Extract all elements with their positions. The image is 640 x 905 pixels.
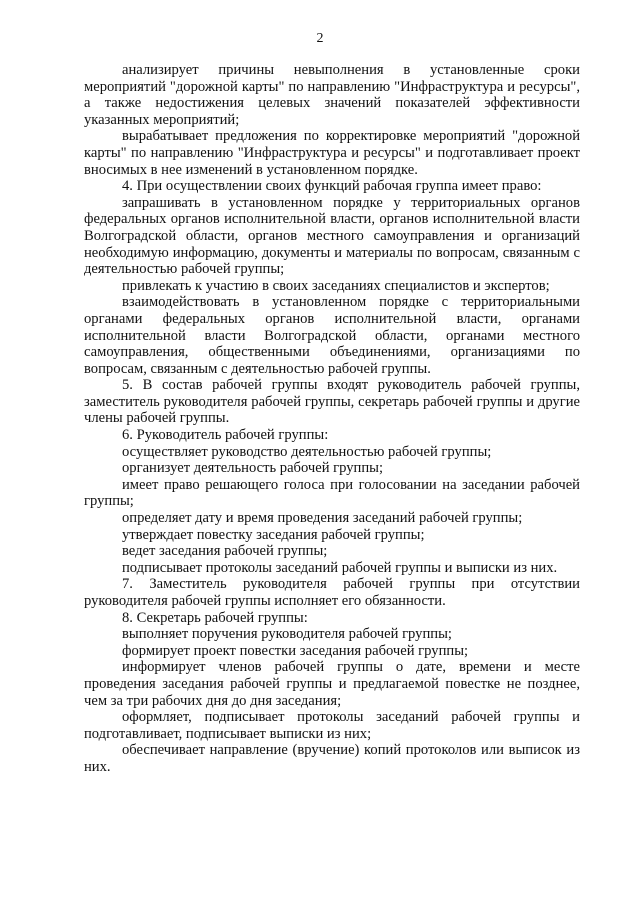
paragraph: подписывает протоколы заседаний рабочей группы и выписки из них. bbox=[122, 559, 558, 576]
paragraph: формирует проект повестки заседания рабочей группы; bbox=[122, 642, 469, 659]
paragraph: обеспечивает направление (вручение) копий протоколов или выписок из них. bbox=[84, 742, 580, 775]
paragraph: организует деятельность рабочей группы; bbox=[122, 460, 384, 477]
section-heading: 4. При осуществлении своих функций рабочая группа имеет право: bbox=[122, 178, 542, 195]
paragraph: определяет дату и время проведения заседаний рабочей группы; bbox=[122, 510, 523, 527]
paragraph: имеет право решающего голоса при голосовании на заседании рабочей группы; bbox=[84, 476, 580, 510]
paragraph: информирует членов рабочей группы о дате, времени и месте проведения заседания рабочей группы и предлагаемой повестке не позднее, чем за три рабочих дня до дня заседания; bbox=[84, 659, 580, 709]
paragraph: привлекать к участию в своих заседаниях специалистов и экспертов; bbox=[122, 277, 550, 294]
page-number: 2 bbox=[316, 31, 324, 46]
paragraph: ведет заседания рабочей группы; bbox=[122, 543, 328, 560]
paragraph: 5. В состав рабочей группы входят руководитель рабочей группы, заместитель руководителя рабочей группы, секретарь рабочей группы и другие члены рабочей группы. bbox=[84, 377, 580, 427]
paragraph: запрашивать в установленном порядке у территориальных органов федеральных органов исполнительной власти, органов исполнительной власти Волгоградской области, органов местного самоуправления и организаций необходимую информацию, документы и материалы по вопросам, связанным с деятельностью рабочей группы; bbox=[84, 194, 580, 278]
paragraph: осуществляет руководство деятельностью рабочей группы; bbox=[122, 443, 492, 460]
paragraph: анализирует причины невыполнения в установленные сроки мероприятий "дорожной карты" по направлению "Инфраструктура и ресурсы", а также недостижения целевых значений показателей эффективности указанных мероприятий; bbox=[84, 62, 580, 128]
section-heading: 8. Секретарь рабочей группы: bbox=[122, 609, 308, 626]
paragraph: 7. Заместитель руководителя рабочей группы при отсутствии руководителя рабочей группы исполняет его обязанности. bbox=[84, 576, 580, 609]
document-body bbox=[84, 62, 580, 776]
paragraph: утверждает повестку заседания рабочей группы; bbox=[122, 526, 425, 543]
paragraph: взаимодействовать в установленном порядке с территориальными органами федеральных органов исполнительной власти, органами исполнительной власти Волгоградской области, органами местного самоуправления, общественными объединениями, организациями по вопросам, связанным с деятельностью рабочей группы. bbox=[84, 294, 580, 377]
paragraph: выполняет поручения руководителя рабочей группы; bbox=[122, 626, 452, 643]
section-heading: 6. Руководитель рабочей группы: bbox=[122, 427, 329, 444]
paragraph: вырабатывает предложения по корректировке мероприятий "дорожной карты" по направлению "Инфраструктура и ресурсы" и подготавливает проект вносимых в нее изменений в установленном порядке. bbox=[84, 128, 580, 178]
paragraph: оформляет, подписывает протоколы заседаний рабочей группы и подготавливает, подписывает выписки из них; bbox=[84, 709, 580, 742]
